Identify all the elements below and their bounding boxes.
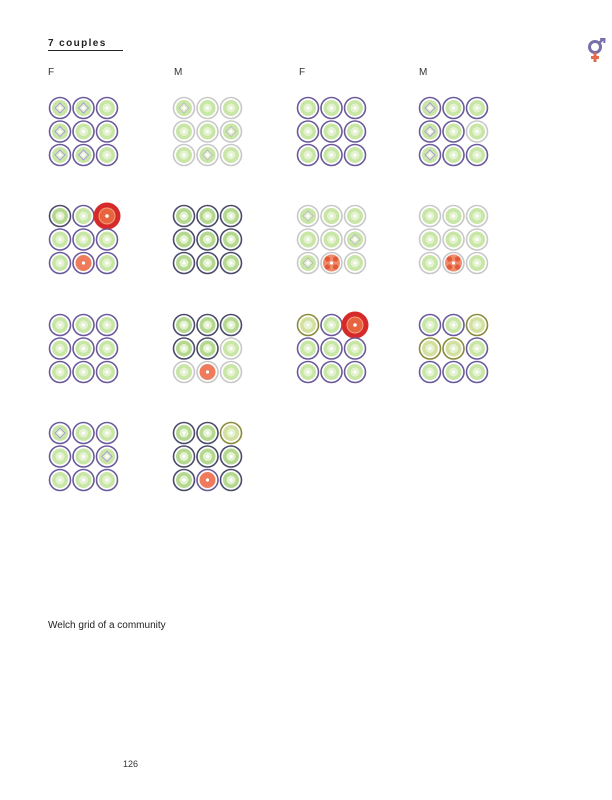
grid-cell	[321, 338, 342, 359]
grid-cell	[342, 312, 369, 339]
grid-cell	[443, 145, 464, 166]
grid-cell	[420, 362, 441, 383]
grid-cell	[420, 98, 441, 119]
grid-cell	[73, 315, 94, 336]
welch-grid-couple-5-f	[50, 315, 118, 383]
grid-cell	[174, 423, 195, 444]
column-label-female-2: F	[299, 67, 306, 78]
grid-cell	[174, 338, 195, 359]
grid-cell	[321, 206, 342, 227]
grid-cell	[467, 338, 488, 359]
grid-cell	[467, 121, 488, 142]
welch-grid-couple-7-m	[174, 423, 242, 491]
grid-cell	[73, 145, 94, 166]
welch-grid-couple-5-m	[174, 315, 242, 383]
grid-cell	[443, 206, 464, 227]
grid-cell	[443, 229, 464, 250]
grid-cell	[197, 229, 218, 250]
grid-cell	[345, 229, 366, 250]
figure-caption: Welch grid of a community	[48, 620, 166, 631]
grid-cell	[420, 145, 441, 166]
page-number: 126	[123, 759, 139, 769]
grid-cell	[174, 470, 195, 491]
grid-cell	[443, 362, 464, 383]
grid-cell	[94, 203, 121, 230]
grid-cell	[345, 253, 366, 274]
grid-cell	[221, 145, 242, 166]
grid-cell	[50, 121, 71, 142]
grid-cell	[298, 121, 319, 142]
grid-cell	[197, 121, 218, 142]
grid-cell	[197, 362, 218, 383]
grid-cell	[443, 253, 464, 274]
grid-cell	[174, 121, 195, 142]
grid-cell	[221, 423, 242, 444]
grid-cell	[50, 470, 71, 491]
grid-cell	[298, 338, 319, 359]
grid-cell	[321, 229, 342, 250]
grid-cell	[221, 470, 242, 491]
grid-cell	[345, 145, 366, 166]
grid-cell	[97, 446, 118, 467]
grid-cell	[73, 253, 94, 274]
grid-cell	[50, 423, 71, 444]
column-label-male-2: M	[419, 67, 428, 78]
grid-cell	[221, 362, 242, 383]
grid-cell	[443, 98, 464, 119]
grid-cell	[97, 98, 118, 119]
grid-cell	[197, 206, 218, 227]
grid-cell	[73, 470, 94, 491]
grid-cell	[73, 423, 94, 444]
grid-cell	[97, 145, 118, 166]
welch-grid-couple-7-f	[50, 423, 118, 491]
column-label-male-1: M	[174, 67, 183, 78]
welch-grid-couple-3-f	[50, 203, 121, 274]
grid-cell	[221, 206, 242, 227]
grid-cell	[50, 206, 71, 227]
grid-cell	[443, 315, 464, 336]
grid-cell	[298, 315, 319, 336]
welch-grid-couple-6-m	[420, 315, 488, 383]
grid-cell	[420, 315, 441, 336]
grid-cell	[50, 145, 71, 166]
grid-cell	[221, 446, 242, 467]
grid-cell	[298, 229, 319, 250]
grid-cell	[50, 315, 71, 336]
grid-cell	[97, 315, 118, 336]
grid-cell	[73, 362, 94, 383]
grid-cell	[197, 253, 218, 274]
grid-cell	[443, 121, 464, 142]
grid-cell	[174, 315, 195, 336]
grid-cell	[345, 98, 366, 119]
grid-cell	[97, 338, 118, 359]
grid-cell	[174, 145, 195, 166]
grid-cell	[420, 338, 441, 359]
grid-cell	[197, 338, 218, 359]
welch-grid-couple-4-f	[298, 206, 366, 274]
grid-cell	[467, 253, 488, 274]
grid-cell	[321, 362, 342, 383]
grid-cell	[97, 229, 118, 250]
grid-cell	[174, 229, 195, 250]
grid-cell	[50, 338, 71, 359]
welch-grid-couple-4-m	[420, 206, 488, 274]
grid-cell	[321, 121, 342, 142]
grid-cell	[467, 145, 488, 166]
grid-cell	[345, 362, 366, 383]
grid-cell	[73, 121, 94, 142]
welch-grid-couple-2-f	[298, 98, 366, 166]
grid-cell	[50, 253, 71, 274]
grid-cell	[197, 145, 218, 166]
welch-grid-couple-6-f	[298, 312, 369, 383]
grid-cell	[197, 423, 218, 444]
grid-cell	[73, 98, 94, 119]
welch-grid-couple-3-m	[174, 206, 242, 274]
grid-cell	[298, 253, 319, 274]
grid-cell	[467, 362, 488, 383]
welch-grid-couple-1-f	[50, 98, 118, 166]
grid-cell	[420, 121, 441, 142]
grid-cell	[197, 470, 218, 491]
grid-cell	[345, 206, 366, 227]
grid-cell	[298, 98, 319, 119]
welch-grid-couple-2-m	[420, 98, 488, 166]
grid-cell	[420, 206, 441, 227]
grid-cell	[174, 362, 195, 383]
grid-cell	[345, 121, 366, 142]
grid-cell	[73, 229, 94, 250]
grid-cell	[97, 423, 118, 444]
grid-cell	[321, 98, 342, 119]
grid-cell	[467, 315, 488, 336]
grid-cell	[321, 315, 342, 336]
grid-cell	[221, 338, 242, 359]
grid-cell	[73, 446, 94, 467]
grid-cell	[221, 253, 242, 274]
grid-cell	[443, 338, 464, 359]
grid-cell	[73, 338, 94, 359]
grid-cell	[221, 98, 242, 119]
grid-cell	[97, 470, 118, 491]
grid-cell	[321, 145, 342, 166]
grid-cell	[221, 121, 242, 142]
welch-grid-couple-1-m	[174, 98, 242, 166]
grid-cell	[73, 206, 94, 227]
grid-cell	[97, 362, 118, 383]
grid-cell	[197, 446, 218, 467]
grid-cell	[197, 315, 218, 336]
grid-cell	[174, 206, 195, 227]
grid-cell	[50, 98, 71, 119]
grid-cell	[298, 362, 319, 383]
grid-cell	[467, 229, 488, 250]
grid-cell	[221, 315, 242, 336]
grid-cell	[174, 446, 195, 467]
grid-cell	[345, 338, 366, 359]
grid-cell	[420, 253, 441, 274]
grid-cell	[321, 253, 342, 274]
grid-cell	[298, 145, 319, 166]
page-title: 7 couples	[48, 38, 123, 51]
grid-cell	[420, 229, 441, 250]
grid-cell	[467, 98, 488, 119]
grid-cell	[97, 253, 118, 274]
grid-cell	[197, 98, 218, 119]
grid-cell	[221, 229, 242, 250]
column-label-female-1: F	[48, 67, 55, 78]
grid-cell	[50, 446, 71, 467]
grid-cell	[174, 98, 195, 119]
grid-cell	[298, 206, 319, 227]
grid-cell	[467, 206, 488, 227]
grid-cell	[50, 362, 71, 383]
grid-cell	[174, 253, 195, 274]
grid-cell	[97, 121, 118, 142]
grid-cell	[50, 229, 71, 250]
